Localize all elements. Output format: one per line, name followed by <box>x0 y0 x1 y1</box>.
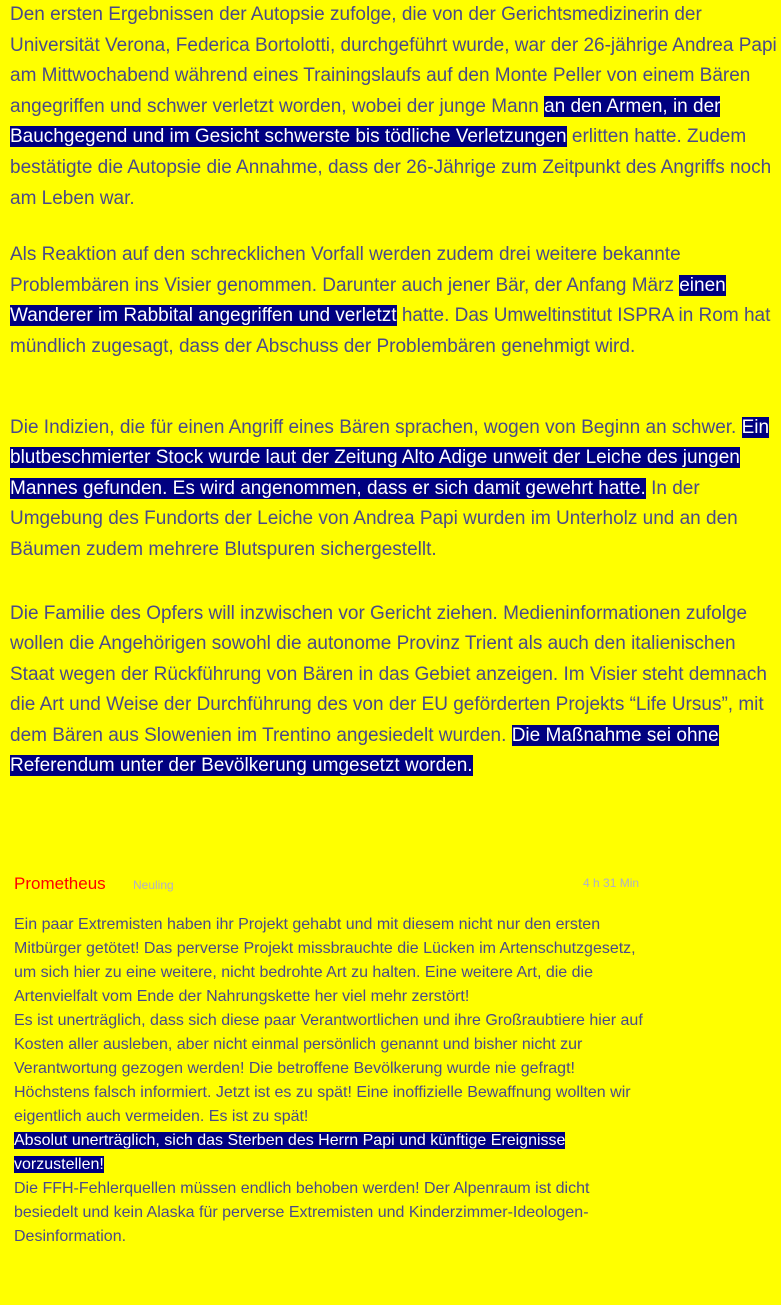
selected-text-highlight[interactable]: Absolut unerträglich, sich das Sterben des Herrn Papi und künftige Ereignisse vorzustellen! <box>14 1132 566 1173</box>
comment-text: Es ist unerträglich, dass sich diese paar Verantwortlichen und ihre Großraubtiere hier auf Kosten aller ausleben, aber nicht einmal persönlich genannt und bisher nicht zur Verantwortung gezogen werden! Die betroffene Bevölkerung wurde nie gefragt! Höchstens falsch informiert. Jetzt ist es zu spät! Eine inoffizielle Bewaffnung wollten wir eigentlich auch vermeiden. Es ist zu spät! <box>14 1012 643 1125</box>
paragraph-text: Die Indizien, die für einen Angriff eines Bären sprachen, wogen von Beginn an schwer. <box>10 416 742 438</box>
selected-text-highlight[interactable]: Die Maßnahme sei ohne Referendum unter der Bevölkerung umgesetzt worden. <box>10 724 719 777</box>
comment-text-highlighted <box>14 1129 654 1177</box>
paragraph-text: In der Umgebung des Fundorts der Leiche von Andrea Papi wurden im Unterholz und an den Bäumen zudem mehrere Blutspuren sichergestellt. <box>10 477 738 560</box>
article <box>10 0 781 782</box>
paragraph-text: hatte. Das Umweltinstitut ISPRA in Rom hat mündlich zugesagt, dass der Abschuss der Problembären genehmigt wird. <box>10 305 771 357</box>
comment-text: Ein paar Extremisten haben ihr Projekt gehabt und mit diesem nicht nur den ersten Mitbürger getötet! Das perverse Projekt missbrauchte die Lücken im Artenschutzgesetz, um sich hier zu eine weitere, nicht bedrohte Art zu halten. Eine weitere Art, die die Artenvielfalt vom Ende der Nahrungskette her viel mehr zerstört! <box>14 916 636 1005</box>
comment-timestamp: 4 h 31 Min <box>583 876 640 890</box>
paragraph-text: erlitten hatte. Zudem bestätigte die Autopsie die Annahme, dass der 26-Jährige zum Zeitpunkt des Angriffs noch am Leben war. <box>10 126 772 209</box>
paragraph-text: Die Familie des Opfers will inzwischen vor Gericht ziehen. Medieninformationen zufolge wollen die Angehörigen sowohl die autonome Provinz Trient als auch den italienischen Staat wegen der Rückführung von Bären in das Gebiet anzeigen. Im Visier steht demnach die Art und Weise der Durchführung des von der EU geförderten Projekts “Life Ursus”, mit dem Bären aus Slowenien im Trentino angesiedelt wurden. <box>10 602 767 746</box>
article-paragraph-1 <box>10 0 781 214</box>
paragraph-text: Den ersten Ergebnissen der Autopsie zufolge, die von der Gerichtsmedizinerin der Universität Verona, Federica Bortolotti, durchgeführt wurde, war der 26-jährige Andrea Papi am Mittwochabend während eines Trainingslaufs auf den Monte Peller von einem Bären angegriffen und schwer verletzt worden, wobei der junge Mann <box>10 4 777 117</box>
article-paragraph-2 <box>10 240 781 362</box>
author-rank-badge: Neuling <box>133 878 174 892</box>
article-paragraph-4 <box>10 599 781 783</box>
selected-text-highlight[interactable]: an den Armen, in der Bauchgegend und im Gesicht schwerste bis tödliche Verletzungen <box>10 95 721 148</box>
selected-text-highlight[interactable]: Ein blutbeschmierter Stock wurde laut der Zeitung Alto Adige unweit der Leiche des jungen Mannes gefunden. Es wird angenommen, dass er sich damit gewehrt hatte. <box>10 416 770 499</box>
selected-text-highlight[interactable]: einen Wanderer im Rabbital angegriffen und verletzt <box>10 274 726 327</box>
comment-body <box>14 913 654 1249</box>
comment-header <box>14 870 654 898</box>
comment <box>14 870 654 1249</box>
article-paragraph-3 <box>10 413 781 566</box>
comment-text: Die FFH-Fehlerquellen müssen endlich behoben werden! Der Alpenraum ist dicht besiedelt und kein Alaska für perverse Extremisten und Kinderzimmer-Ideologen-Desinformation. <box>14 1180 590 1245</box>
comment-author[interactable]: Prometheus <box>14 874 106 893</box>
paragraph-text: Als Reaktion auf den schrecklichen Vorfall werden zudem drei weitere bekannte Problembären ins Visier genommen. Darunter auch jener Bär, der Anfang März <box>10 244 681 296</box>
